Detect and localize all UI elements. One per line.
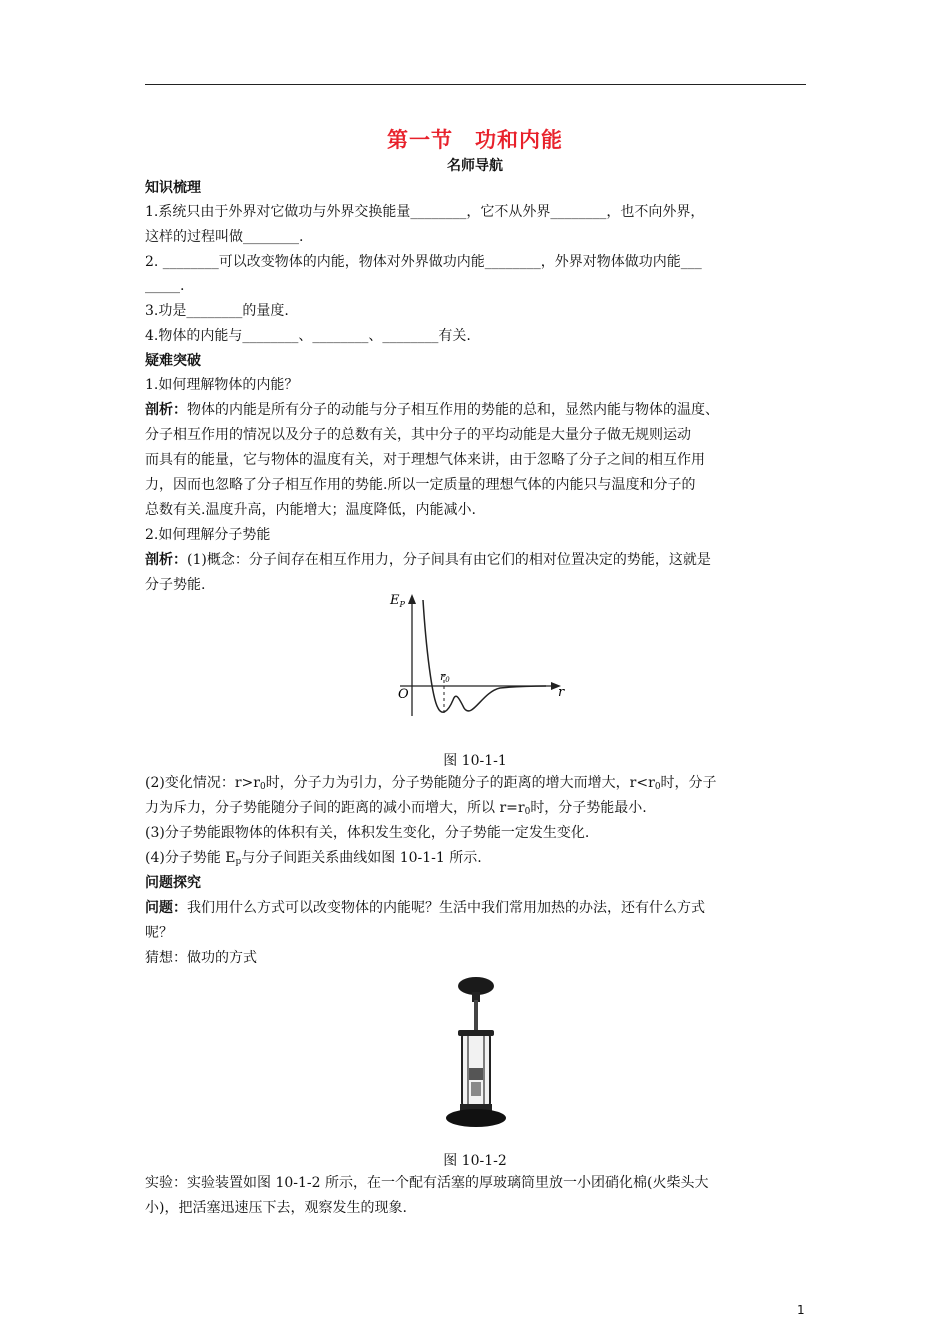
change-line [145, 798, 647, 822]
text-run: 与分子间距关系曲线如图 10-1-1 所示. [241, 850, 482, 866]
knowledge-line: 3.功是________的量度. [145, 303, 289, 319]
x-axis-label: r [558, 685, 565, 700]
cylinder-collar [458, 1030, 494, 1036]
knowledge-line: 1.系统只由于外界对它做功与外界交换能量________，它不从外界________，也不向外界， [145, 204, 705, 220]
y-axis-arrow [408, 594, 416, 604]
section-title: 第一节 功和内能 [387, 128, 563, 152]
subscript: 0 [524, 807, 531, 817]
page-number: 1 [797, 1303, 805, 1317]
change-line: (3)分子势能跟物体的体积有关，体积发生变化，分子势能一定发生变化. [145, 825, 590, 841]
figure-2-caption: 图 10-1-2 [443, 1153, 507, 1169]
guess-line: 猜想：做功的方式 [145, 950, 257, 966]
question-2: 2.如何理解分子势能 [145, 527, 271, 543]
analysis-1-line: 力，因而也忽略了分子相互作用的势能.所以一定质量的理想气体的内能只与温度和分子的 [145, 477, 696, 493]
text-run: 力为斥力，分子势能随分子间的距离的减小而增大，所以 r=r [145, 800, 525, 816]
subscript: p [235, 857, 242, 867]
question-label: 问题： [145, 900, 187, 916]
difficulty-heading: 疑难突破 [145, 353, 201, 369]
text-run: 时，分子力为引力，分子势能随分子的距离的增大而增大，r<r [265, 775, 655, 791]
piston-apparatus-figure [438, 972, 514, 1132]
experiment-line: 小)，把活塞迅速压下去，观察发生的现象. [145, 1200, 407, 1216]
knowledge-heading: 知识梳理 [145, 180, 201, 196]
inquiry-question-line: 呢？ [145, 925, 173, 941]
knowledge-line: _____. [145, 278, 185, 294]
piston-head [469, 1068, 483, 1080]
apparatus-base [446, 1109, 506, 1127]
analysis-label: 剖析： [145, 552, 187, 568]
figure-1-caption: 图 10-1-1 [443, 753, 507, 769]
change-line [145, 848, 482, 872]
knowledge-line: 这样的过程叫做________. [145, 229, 304, 245]
potential-energy-figure [360, 588, 580, 728]
text-run: (4)分子势能 E [145, 850, 236, 866]
inquiry-question-line [145, 898, 705, 918]
subscript: 0 [259, 782, 266, 792]
text-run: 时，分子 [660, 775, 717, 791]
header-rule [145, 84, 806, 85]
section-subtitle: 名师导航 [447, 158, 503, 174]
knowledge-line: 2. ________可以改变物体的内能，物体对外界做功内能________，外界对物体做功内能___ [145, 254, 702, 270]
potential-curve [423, 600, 546, 712]
question-text: 我们用什么方式可以改变物体的内能呢？生活中我们常用加热的办法，还有什么方式 [187, 900, 705, 916]
analysis-text: 物体的内能是所有分子的动能与分子相互作用的势能的总和，显然内能与物体的温度、 [187, 402, 719, 418]
knowledge-line: 4.物体的内能与________、________、________有关. [145, 328, 471, 344]
analysis-1-line: 分子相互作用的情况以及分子的总数有关，其中分子的平均动能是大量分子做无规则运动 [145, 427, 691, 443]
inquiry-heading: 问题探究 [145, 875, 201, 891]
question-1: 1.如何理解物体的内能？ [145, 377, 299, 393]
analysis-label: 剖析： [145, 402, 187, 418]
cotton-sample [471, 1082, 481, 1096]
analysis-1-line: 而具有的能量，它与物体的温度有关，对于理想气体来讲，由于忽略了分子之间的相互作用 [145, 452, 705, 468]
r0-label: r0 [440, 670, 450, 684]
y-axis-label: $E_P$ [390, 593, 405, 609]
subscript: 0 [654, 782, 661, 792]
origin-label: O [398, 687, 409, 702]
analysis-1-line: 总数有关.温度升高，内能增大；温度降低，内能减小. [145, 502, 476, 518]
analysis-1-line [145, 400, 719, 420]
change-line [145, 773, 717, 797]
analysis-2-line [145, 550, 711, 570]
analysis-text: (1)概念：分子间存在相互作用力，分子间具有由它们的相对位置决定的势能，这就是 [187, 552, 711, 568]
experiment-line: 实验：实验装置如图 10-1-2 所示，在一个配有活塞的厚玻璃筒里放一小团硝化棉(火柴头大 [145, 1175, 709, 1191]
text-run: (2)变化情况：r>r [145, 775, 260, 791]
analysis-2-line: 分子势能. [145, 577, 206, 593]
text-run: 时，分子势能最小. [530, 800, 647, 816]
